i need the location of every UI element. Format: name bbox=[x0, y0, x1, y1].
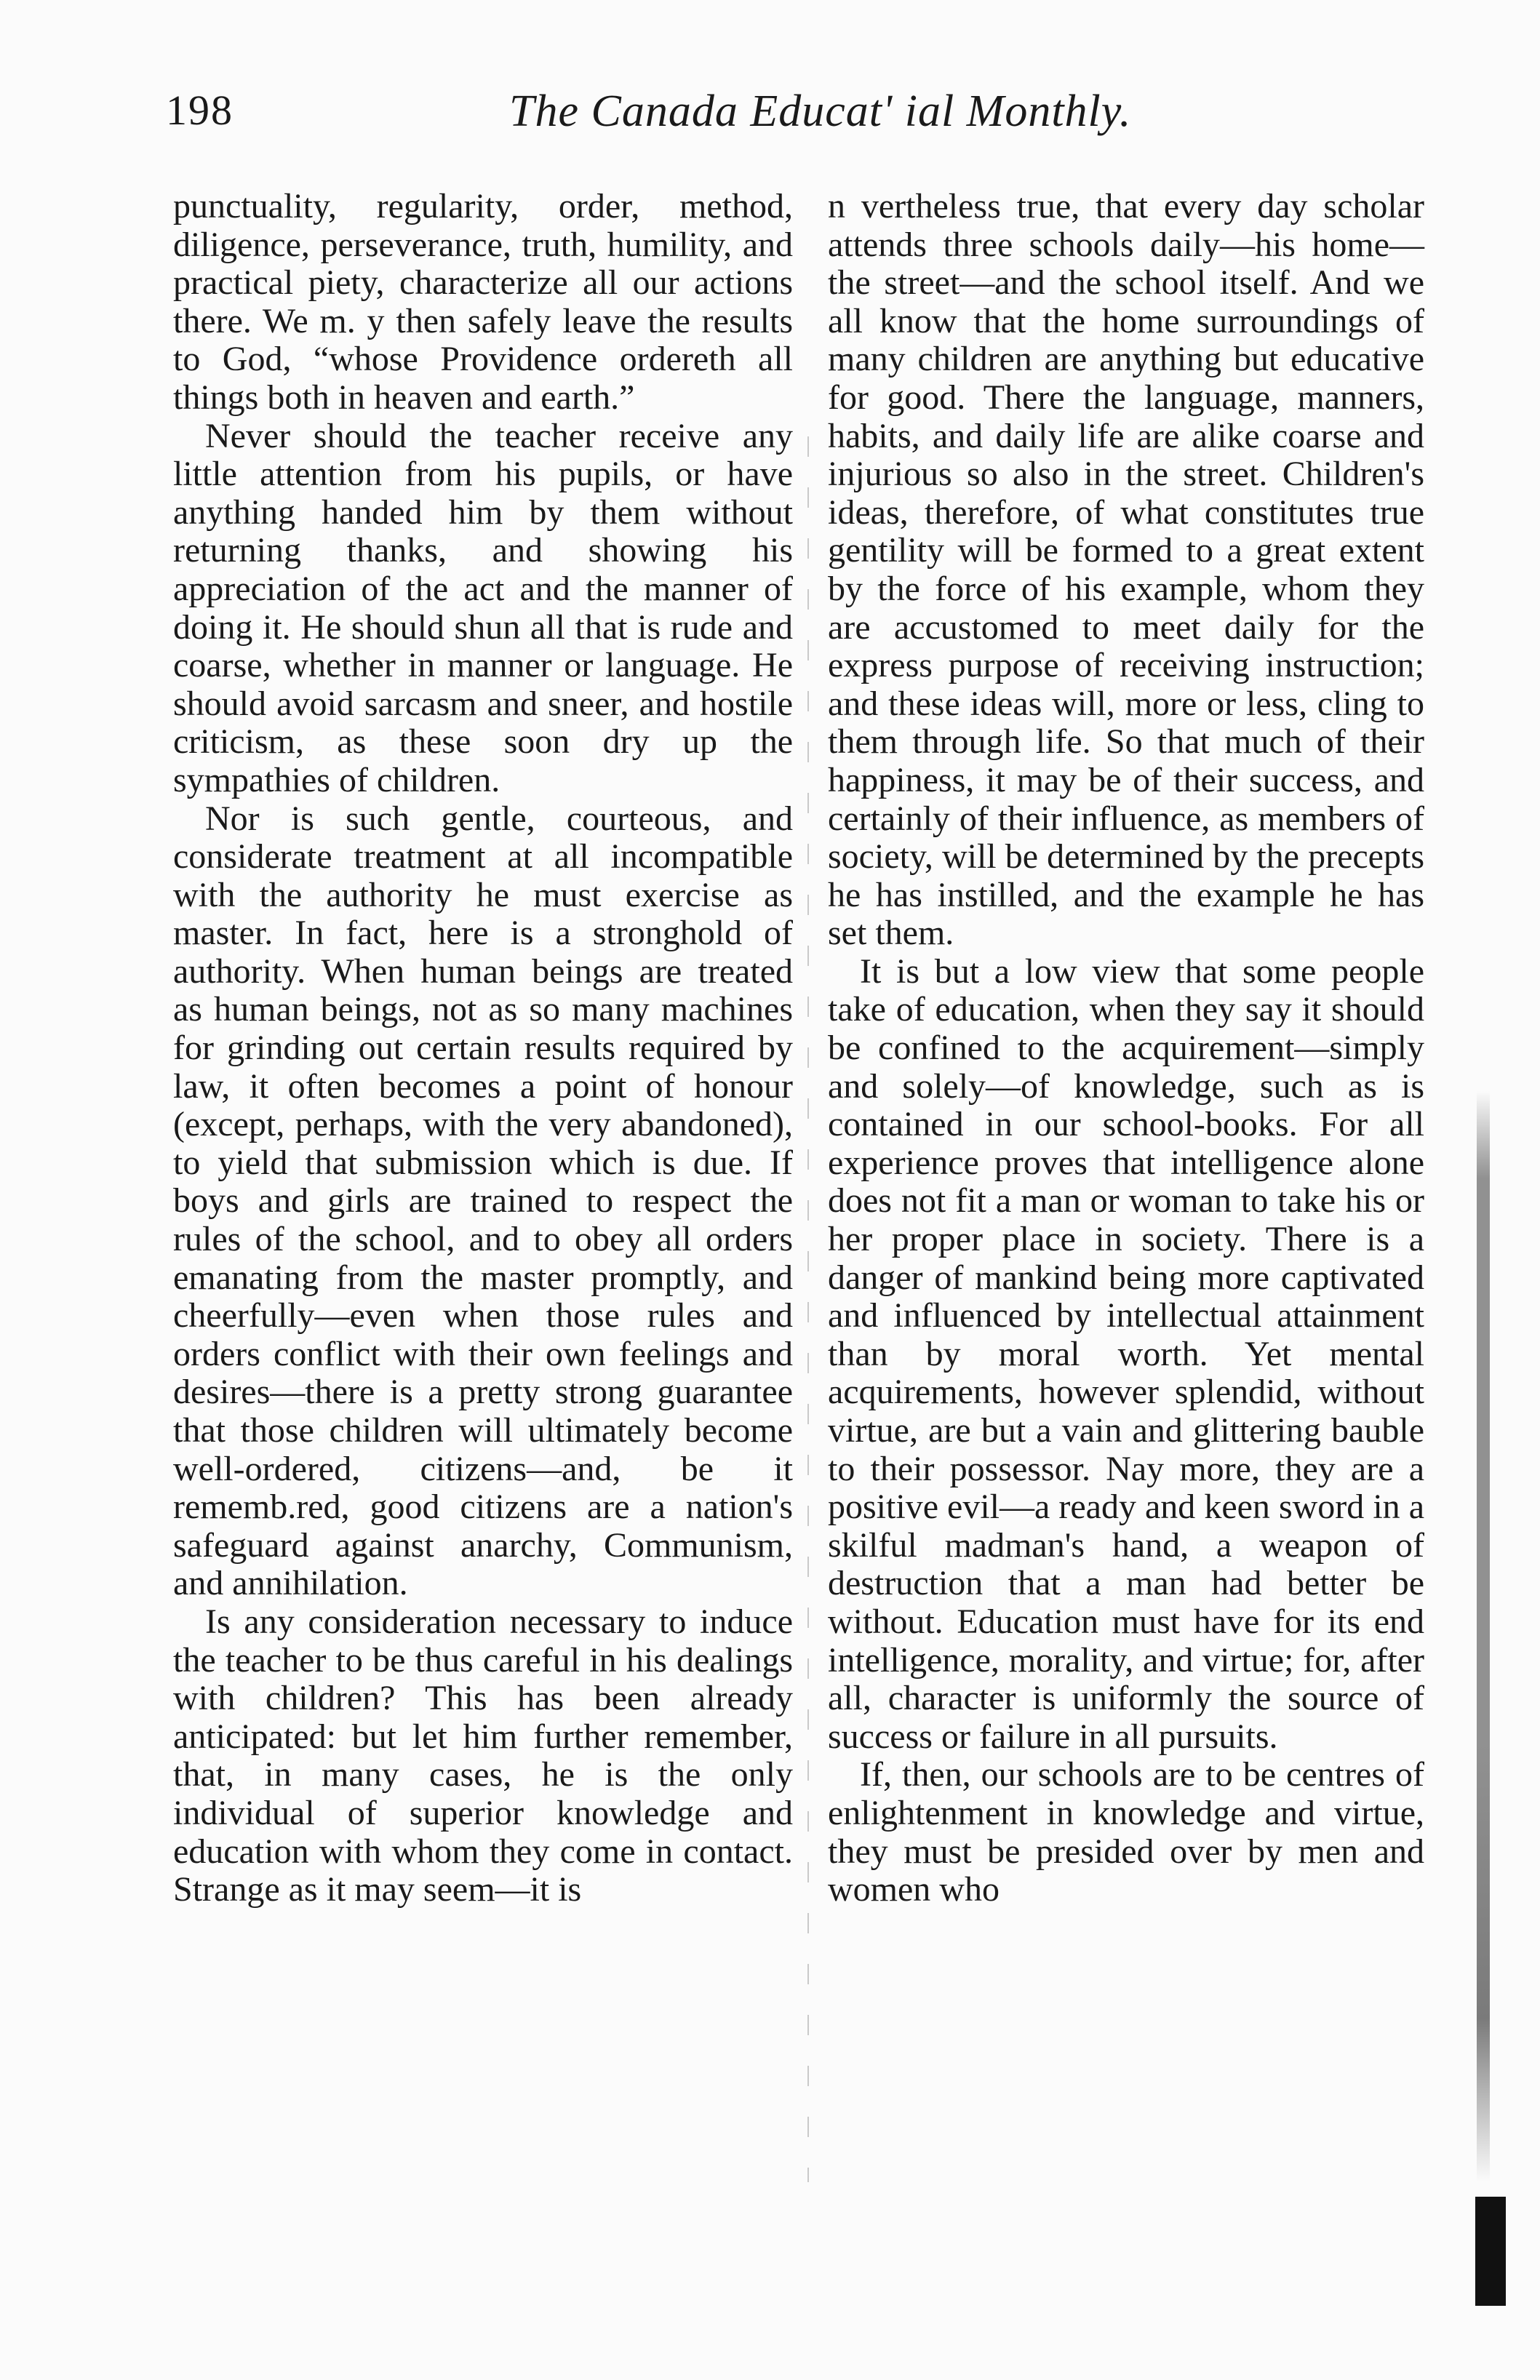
paragraph: It is but a low view that some people take of education, when they say it should be confined to the acquirement—simply and solely—of knowledge, such as is contained in our school-books. For all experience proves that intelligence alone does not fit a man or woman to take his or her proper place in society. There is a danger of mankind being more captivated and influenced by intellectual attainment than by moral worth. Yet mental acquirements, however splendid, without virtue, are but a vain and glittering bauble to their possessor. Nay more, they are a positive evil—a ready and keen sword in a skilful madman's hand, a weapon of destruction that a man had better be without. Education must have for its end intelligence, morality, and virtue; for, after all, character is uniformly the source of success or failure in all pursuits. bbox=[828, 951, 1424, 1756]
right-column bbox=[828, 188, 1424, 1909]
paragraph: Is any consideration necessary to induce the teacher to be thus careful in his dealings with children? This has been already anticipated: but let him further remember, that, in many cases, he is the only individual of superior knowledge and education with whom they come in contact. Strange as it may seem—it is bbox=[173, 1602, 793, 1909]
scan-edge-shadow bbox=[1477, 1091, 1490, 2182]
paragraph: Nor is such gentle, courteous, and considerate treatment at all incompatible with the authority he must exercise as master. In fact, here is a stronghold of authority. When human beings are treated as human beings, not as so many machines for grinding out certain results required by law, it often becomes a point of honour (except, perhaps, with the very abandoned), to yield that submission which is due. If boys and girls are trained to respect the rules of the school, and to obey all orders emanating from the master promptly, and cheerfully—even when those rules and orders conflict with their own feelings and desires—there is a pretty strong guarantee that those children will ultimately become well-ordered, citizens—and, be it rememb.red, good citizens are a nation's safeguard against anarchy, Communism, and annihilation. bbox=[173, 799, 793, 1603]
scan-edge-block bbox=[1475, 2197, 1506, 2306]
paragraph: If, then, our schools are to be centres of enlightenment in knowledge and virtue, they must be presided over by men and women who bbox=[828, 1755, 1424, 1909]
left-column bbox=[173, 188, 793, 1909]
running-title: The Canada Educat' ial Monthly. bbox=[509, 87, 1132, 136]
column-divider bbox=[807, 436, 809, 2182]
page-number: 198 bbox=[166, 87, 234, 134]
paragraph: Never should the teacher receive any little attention from his pupils, or have anything handed him by them without returning thanks, and showing his appreciation of the act and the manner of doing it. He should shun all that is rude and coarse, whether in manner or language. He should avoid sarcasm and sneer, and hostile criticism, as these soon dry up the sympathies of children. bbox=[173, 416, 793, 799]
paragraph: n vertheless true, that every day scholar attends three schools daily—his home—the street—and the school itself. And we all know that the home surroundings of many children are anything but educative for good. There the language, manners, habits, and daily life are alike coarse and injurious so also in the street. Children's ideas, therefore, of what constitutes true gentility will be formed to a great extent by the force of his example, whom they are accustomed to meet daily for the express purpose of receiving instruction; and these ideas will, more or less, cling to them through life. So that much of their happiness, it may be of their success, and certainly of their influence, as members of society, will be determined by the precepts he has instilled, and the example he has set them. bbox=[828, 187, 1424, 953]
paragraph: punctuality, regularity, order, method, diligence, perseverance, truth, humility, and practical piety, characterize all our actions there. We m. y then safely leave the results to God, “whose Providence ordereth all things both in heaven and earth.” bbox=[173, 187, 793, 417]
